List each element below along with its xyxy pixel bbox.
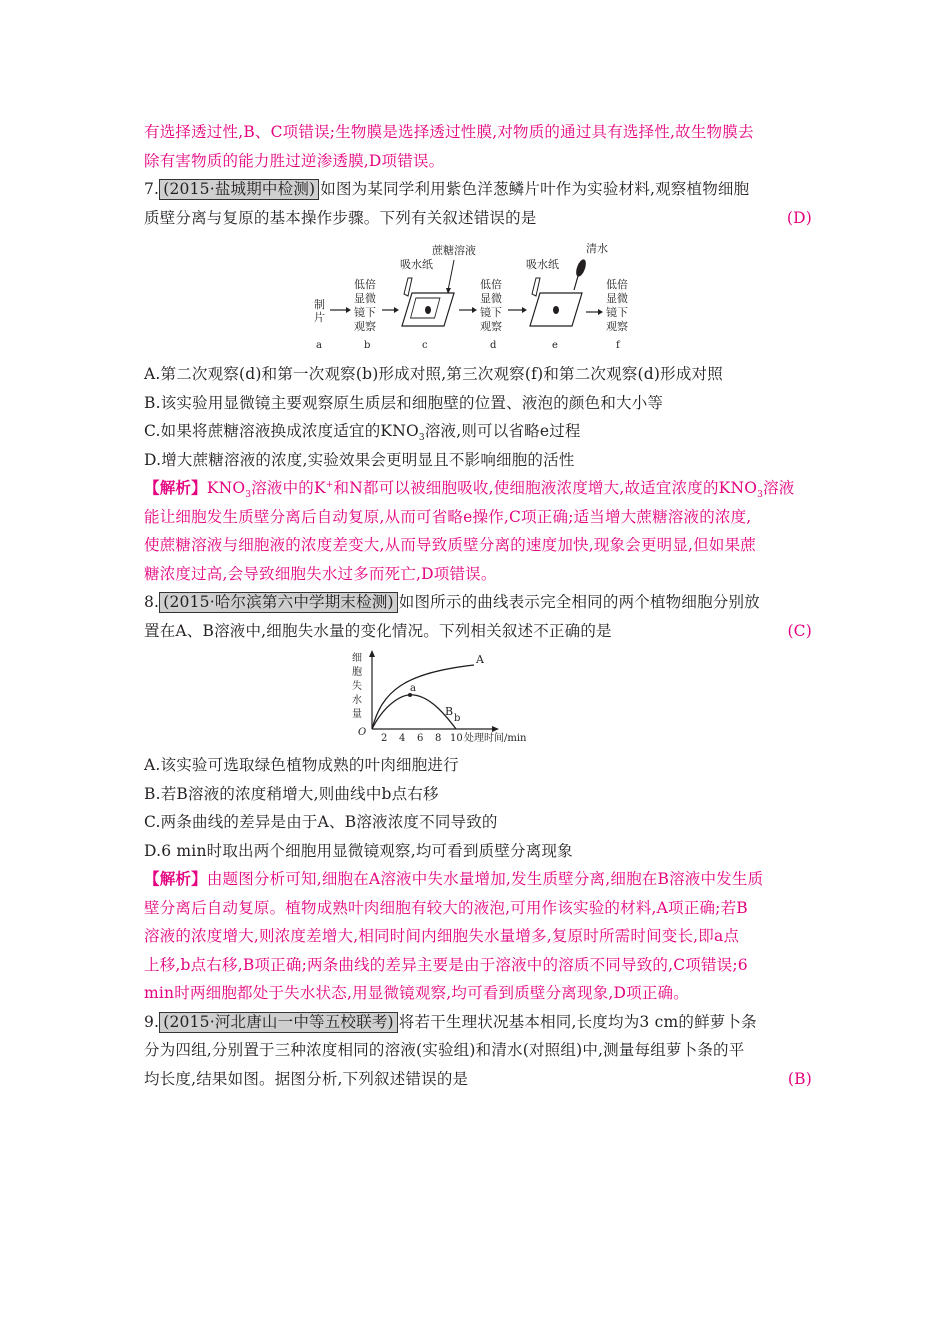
graph-ylabel-4: 水 [352,695,362,706]
q7-option-c-text-2: 溶液,则可以省略e过程 [424,422,581,440]
graph-tick: 10 [450,733,463,744]
q9-number: 9. [144,1012,160,1031]
q8-option-c: C.两条曲线的差异是由于A、B溶液浓度不同导致的 [144,813,498,831]
q8-stem [144,588,812,617]
q8-analysis [144,865,812,894]
document-page [144,118,812,1093]
graph-ylabel-1: 细 [352,653,362,664]
fig-absorbent-paper-c: 吸水纸 [400,258,433,271]
q7-option-d: D.增大蔗糖溶液的浓度,实验效果会更明显且不影响细胞的活性 [144,450,575,469]
fig-letter-f: f [616,340,620,351]
q8-option-b: B.若B溶液的浓度稍增大,则曲线中b点右移 [144,784,439,803]
fig-absorbent-paper-e: 吸水纸 [526,258,559,271]
fig-letter-c: c [422,340,428,351]
analysis-text: 由题图分析可知,细胞在A溶液中失水量增加,发生质壁分离,细胞在B溶液中发生质 [206,870,764,888]
graph-tick: 4 [399,733,406,744]
fig-step-f-3: 镜下 [606,306,628,319]
q7-analysis-line: 能让细胞发生质壁分离后自动复原,从而可省略e操作,C项正确;适当增大蔗糖溶液的浓度, [144,507,752,526]
q8-analysis-line: 溶液的浓度增大,则浓度差增大,相同时间内细胞失水量增多,复原时所需时间变长,即a点 [144,927,740,945]
q8-stem-text: 如图所示的曲线表示完全相同的两个植物细胞分别放 [398,593,760,611]
dropper-icon [574,258,588,278]
fig-letter-e: e [552,340,558,351]
graph-tick: 2 [381,733,388,744]
graph-x-ticks [381,731,527,744]
q7-option-c-text: C.如果将蔗糖溶液换成浓度适宜的KNO [144,422,419,440]
fig-step-f-2: 显微 [606,292,628,305]
q8-number: 8. [144,593,160,611]
q7-stem-text-2: 质壁分离与复原的基本操作步骤。下列有关叙述错误的是 [144,208,537,227]
subscript: 3 [245,490,252,501]
analysis-text: 和N都可以被细胞吸收,使细胞液浓度增大,故适宜浓度的KNO [333,479,758,497]
q7-source-tag: (2015·盐城期中检测) [159,179,319,200]
q9-stem-text-3: 均长度,结果如图。据图分析,下列叙述错误的是 [144,1069,469,1088]
graph-curve-b [372,695,456,729]
fig-letter-b: b [364,340,371,351]
q9-stem-line3 [144,1065,812,1094]
q7-option-b: B.该实验用显微镜主要观察原生质层和细胞壁的位置、液泡的颜色和大小等 [144,393,664,412]
graph-ylabel-2: 胞 [352,667,362,678]
fig-sucrose-label: 蔗糖溶液 [432,244,476,257]
q7-option-a: A.第二次观察(d)和第一次观察(b)形成对照,第三次观察(f)和第二次观察(d)形成对照 [144,365,723,383]
graph-curve-a-label: A [476,653,484,666]
q9-stem-text: 将若干生理状况基本相同,长度均为3 cm的鲜萝卜条 [398,1012,757,1031]
prev-analysis-line: 除有害物质的能力胜过逆渗透膜,D项错误。 [144,151,445,170]
graph-tick: 8 [435,733,442,744]
fig-step-a-2: 片 [314,311,325,324]
q8-analysis-line: min时两细胞都处于失水状态,用显微镜观察,均可看到质壁分离现象,D项正确。 [144,984,689,1002]
fig-step-b-4: 观察 [354,320,376,333]
q8-analysis-line: 壁分离后自动复原。植物成熟叶肉细胞有较大的液泡,可用作该实验的材料,A项正确;若B [144,898,748,917]
q7-option-c [144,417,812,446]
q8-water-loss-graph [344,649,584,749]
fig-step-f-4: 观察 [606,320,628,333]
q9-source-tag: (2015·河北唐山一中等五校联考) [159,1012,398,1033]
subscript: 3 [418,433,425,444]
graph-point-a-label: a [410,683,416,694]
q8-stem-line2 [144,617,812,646]
analysis-label: 【解析】 [144,478,207,497]
q7-stem-text: 如图为某同学利用紫色洋葱鳞片叶作为实验材料,观察植物细胞 [320,180,750,198]
q9-answer: (B) [787,1069,812,1088]
graph-curve-b-label: B [445,705,454,718]
analysis-text: 溶液中的K [251,479,326,497]
fig-water-label: 清水 [586,242,608,255]
q7-analysis [144,474,812,503]
fig-step-b-2: 显微 [354,292,376,305]
q8-option-a: A.该实验可选取绿色植物成熟的叶肉细胞进行 [144,756,459,774]
analysis-label: 【解析】 [144,869,207,888]
q9-stem [144,1008,812,1037]
fig-letter-d: d [490,340,497,351]
fig-step-d-2: 显微 [480,292,502,305]
graph-point-b-label: b [454,713,461,724]
superscript: + [325,479,334,490]
q7-analysis-line: 使蔗糖溶液与细胞液的浓度差变大,从而导致质壁分离的速度加快,现象会更明显,但如果蔗 [144,536,756,554]
graph-ylabel-5: 量 [352,709,362,720]
q8-analysis-line: 上移,b点右移,B项正确;两条曲线的差异主要是由于溶液中的溶质不同导致的,C项错误;6 [144,955,748,974]
q9-stem-line2: 分为四组,分别置于三种浓度相同的溶液(实验组)和清水(对照组)中,测量每组萝卜条的平 [144,1041,745,1059]
graph-xlabel: 处理时间/min [464,733,527,744]
q8-option-d: D.6 min时取出两个细胞用显微镜观察,均可看到质壁分离现象 [144,841,573,860]
q7-number: 7. [144,180,160,198]
fig-step-a: 制 [314,298,325,311]
graph-tick: 6 [417,733,424,744]
analysis-text: 溶液 [763,479,795,497]
q7-procedure-figure [304,238,644,354]
fig-step-d-1: 低倍 [480,278,502,291]
q8-answer: (C) [787,621,812,640]
graph-ylabel-3: 失 [352,681,362,692]
fig-step-d-4: 观察 [480,320,502,333]
q8-stem-text-2: 置在A、B溶液中,细胞失水量的变化情况。下列相关叙述不正确的是 [144,621,612,640]
q7-answer: (D) [786,208,812,227]
q7-stem-line2 [144,204,812,233]
q7-stem [144,175,812,204]
analysis-text: KNO [206,479,246,497]
q8-source-tag: (2015·哈尔滨第六中学期末检测) [159,592,398,613]
subscript: 3 [757,490,764,501]
graph-origin: O [358,727,367,738]
fig-step-d-3: 镜下 [480,306,502,319]
q7-analysis-line: 糖浓度过高,会导致细胞失水过多而死亡,D项错误。 [144,564,497,583]
fig-step-b-3: 镜下 [354,306,376,319]
fig-letter-a: a [316,340,322,351]
prev-analysis-line: 有选择透过性,B、C项错误;生物膜是选择透过性膜,对物质的通过具有选择性,故生物膜去 [144,123,754,141]
fig-step-b-1: 低倍 [354,278,376,291]
fig-step-f-1: 低倍 [606,278,628,291]
